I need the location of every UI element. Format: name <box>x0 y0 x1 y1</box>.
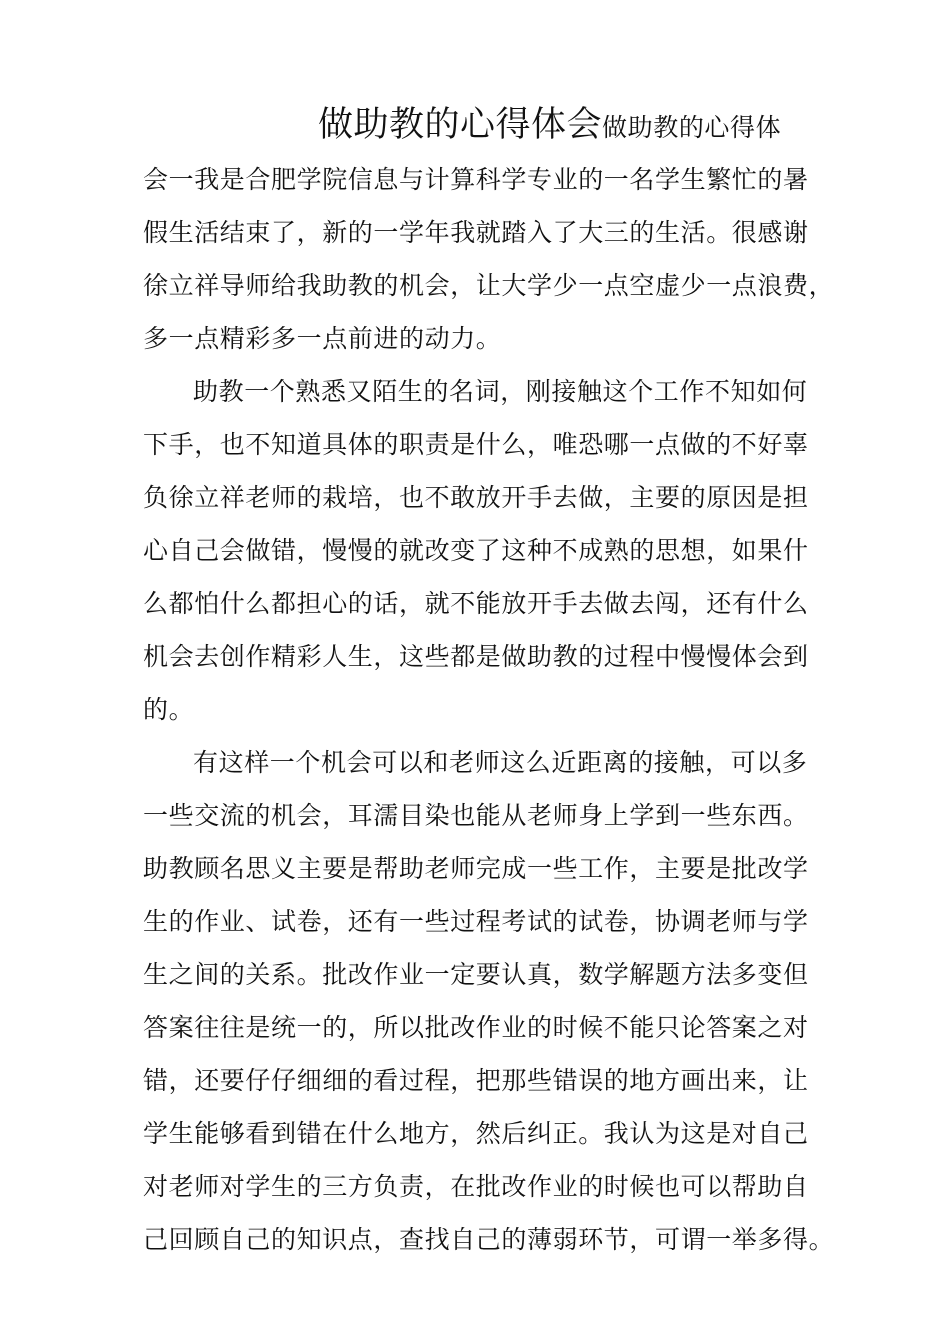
paragraph-line: 徐立祥导师给我助教的机会，让大学少一点空虚少一点浪费， <box>143 271 835 300</box>
paragraph-line: 机会去创作精彩人生，这些都是做助教的过程中慢慢体会到 <box>143 642 809 671</box>
paragraph-line: 下手，也不知道具体的职责是什么，唯恐哪一点做的不好辜 <box>143 430 809 459</box>
paragraph-line: 会一我是合肥学院信息与计算科学专业的一名学生繁忙的暑 <box>143 165 809 194</box>
paragraph-line: 助教顾名思义主要是帮助老师完成一些工作，主要是批改学 <box>143 854 809 883</box>
paragraph-3 <box>143 736 835 1266</box>
paragraph-line: 的。 <box>143 695 195 724</box>
paragraph-1 <box>143 153 835 365</box>
paragraph-line: 对老师对学生的三方负责，在批改作业的时候也可以帮助自 <box>143 1172 809 1201</box>
paragraph-2 <box>143 365 823 736</box>
document-body <box>143 97 835 1266</box>
document-title: 做助教的心得体会 <box>318 105 603 145</box>
paragraph-line: 学生能够看到错在什么地方，然后纠正。我认为这是对自己 <box>143 1119 809 1148</box>
paragraph-line: 有这样一个机会可以和老师这么近距离的接触，可以多 <box>193 748 808 777</box>
paragraph-line: 心自己会做错，慢慢的就改变了这种不成熟的思想，如果什 <box>143 536 809 565</box>
paragraph-line: 助教一个熟悉又陌生的名词，刚接触这个工作不知如何 <box>193 377 808 406</box>
paragraph-line: 假生活结束了，新的一学年我就踏入了大三的生活。很感谢 <box>143 218 809 247</box>
paragraph-line: 生之间的关系。批改作业一定要认真，数学解题方法多变但 <box>143 960 809 989</box>
paragraph-line: 错，还要仔仔细细的看过程，把那些错误的地方画出来，让 <box>143 1066 809 1095</box>
paragraph-line: 己回顾自己的知识点，查找自己的薄弱环节，可谓一举多得。 <box>143 1225 835 1254</box>
paragraph-line: 么都怕什么都担心的话，就不能放开手去做去闯，还有什么 <box>143 589 809 618</box>
paragraph-line: 一些交流的机会，耳濡目染也能从老师身上学到一些东西。 <box>143 801 809 830</box>
title-line <box>143 97 823 153</box>
paragraph-line: 生的作业、试卷，还有一些过程考试的试卷，协调老师与学 <box>143 907 809 936</box>
title-inline-text: 做助教的心得体 <box>602 113 782 142</box>
paragraph-line: 负徐立祥老师的栽培，也不敢放开手去做，主要的原因是担 <box>143 483 809 512</box>
paragraph-line: 多一点精彩多一点前进的动力。 <box>143 324 502 353</box>
paragraph-line: 答案往往是统一的，所以批改作业的时候不能只论答案之对 <box>143 1013 809 1042</box>
